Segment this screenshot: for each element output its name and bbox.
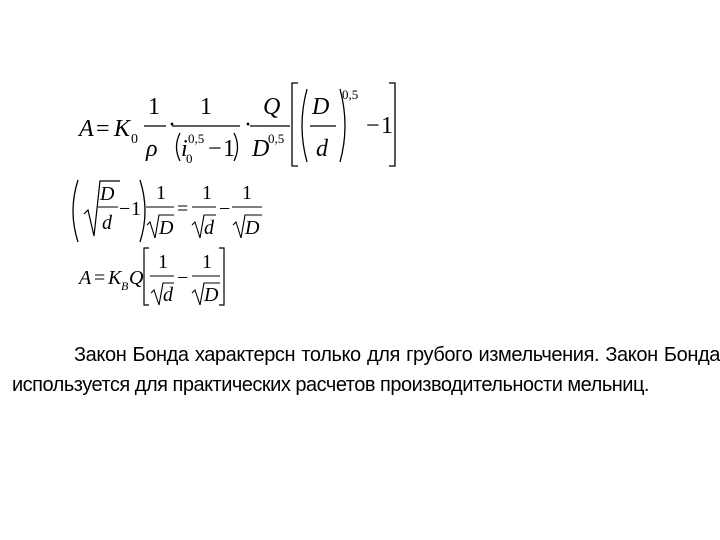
eq3-frac2-denominator: D [204, 284, 219, 306]
equation-bond-2 [73, 180, 262, 242]
equation-bond-3 [77, 248, 224, 306]
eq1-lhs: A [79, 116, 94, 142]
eq2-frac2-numerator: 1 [202, 182, 212, 204]
eq1-frac2-i-subscript: 0 [186, 151, 193, 166]
eq1-frac2-left-paren [177, 133, 181, 161]
eq1-inner-numerator: D [312, 94, 330, 120]
eq1-frac3-denominator-d: D [252, 136, 270, 162]
eq2-one: 1 [131, 198, 141, 220]
eq2-equals: = [177, 198, 189, 220]
paragraph-line-1: Закон Бонда характерсн только для грубого измельчения. Закон Бонда [74, 344, 720, 366]
eq2-left-paren [73, 180, 78, 242]
eq2-minus-2: − [219, 198, 231, 220]
eq1-frac2-i-superscript: 0,5 [188, 131, 205, 146]
eq1-frac2-one: 1 [223, 136, 235, 162]
eq1-k: K [114, 116, 131, 142]
eq1-dot-1: · [168, 112, 176, 138]
eq1-frac3-denominator-superscript: 0,5 [268, 131, 285, 146]
bond-law-paragraph [12, 340, 720, 400]
eq2-frac2-denominator: d [204, 217, 214, 239]
eq3-frac1-numerator: 1 [158, 251, 168, 273]
eq1-bracket-minus: − [366, 113, 380, 139]
eq1-left-bracket [292, 83, 298, 166]
eq1-inner-superscript: 0,5 [342, 87, 359, 102]
eq3-equals: = [94, 267, 106, 289]
eq2-sqrt-denominator: d [102, 212, 112, 234]
eq3-lhs: A [79, 267, 92, 289]
paragraph-line-2: используется для практических расчетов производительности мельниц. [12, 374, 649, 396]
eq3-k: K [108, 267, 122, 289]
eq1-frac1-numerator: 1 [148, 94, 160, 120]
eq2-minus: − [119, 198, 131, 220]
eq1-frac2-minus: − [208, 136, 222, 162]
eq1-inner-left-paren [302, 89, 307, 162]
eq3-frac1-denominator: d [163, 284, 173, 306]
eq2-frac1-denominator: D [159, 217, 174, 239]
eq1-frac2-numerator: 1 [200, 94, 212, 120]
eq1-equals: = [96, 116, 110, 142]
eq2-frac3-numerator: 1 [242, 182, 252, 204]
eq3-left-bracket [144, 248, 149, 305]
eq3-frac2-numerator: 1 [202, 251, 212, 273]
eq2-frac1-numerator: 1 [156, 182, 166, 204]
eq2-frac3-denominator: D [245, 217, 260, 239]
eq1-k-subscript: 0 [131, 132, 138, 147]
eq1-dot-2: · [244, 112, 252, 138]
eq3-q: Q [129, 267, 144, 289]
equation-bond-1 [77, 83, 395, 166]
eq2-sqrt-numerator: D [100, 183, 115, 205]
eq1-frac1-denominator: ρ [146, 136, 158, 162]
eq1-bracket-one: 1 [381, 113, 393, 139]
eq3-minus: − [177, 267, 189, 289]
eq3-k-subscript: B [121, 279, 129, 293]
eq1-frac2-i: i [181, 136, 188, 162]
eq1-inner-denominator: d [316, 136, 328, 162]
eq1-frac3-numerator: Q [263, 94, 281, 120]
